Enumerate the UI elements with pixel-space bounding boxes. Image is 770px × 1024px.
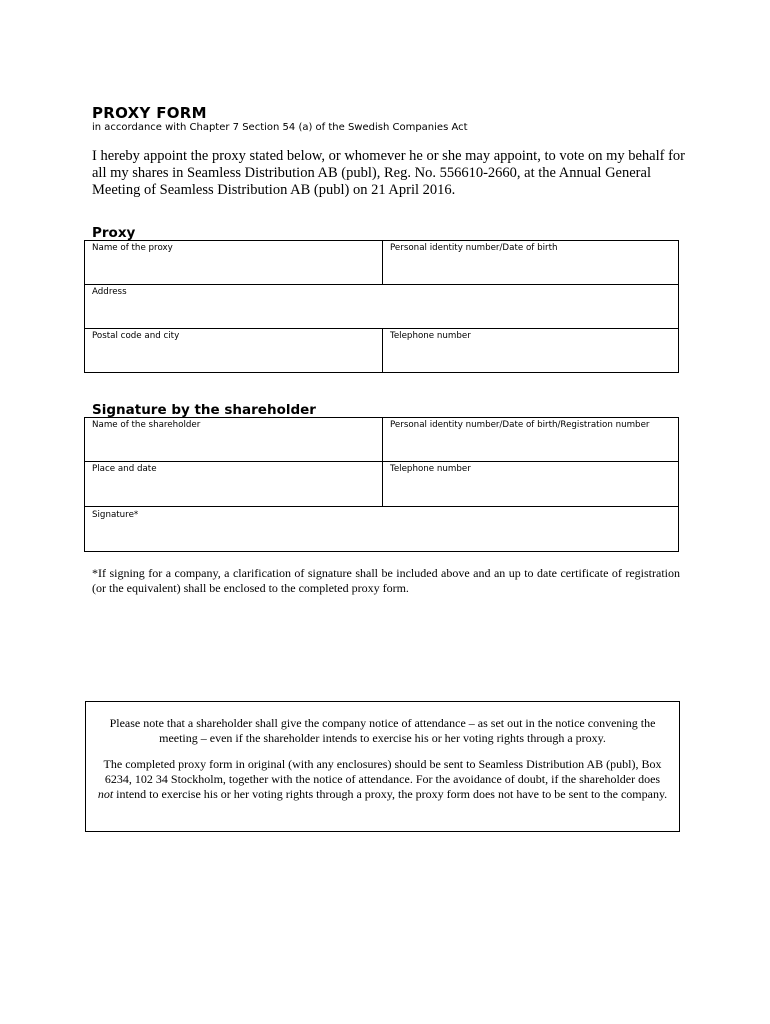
shareholder-place-date-label: Place and date <box>92 464 157 474</box>
shareholder-signature-label: Signature* <box>92 510 139 520</box>
proxy-personal-id-field[interactable] <box>383 241 678 284</box>
form-subtitle: in accordance with Chapter 7 Section 54 (a) of the Swedish Companies Act <box>92 122 468 133</box>
proxy-address-field[interactable] <box>85 285 678 328</box>
shareholder-phone-field[interactable] <box>383 462 678 506</box>
shareholder-phone-label: Telephone number <box>390 464 471 474</box>
proxy-name-field[interactable] <box>85 241 383 284</box>
proxy-postal-field[interactable] <box>85 329 383 372</box>
notice-text-before: The completed proxy form in original (with any enclosures) should be sent to Seamless Distribution AB (publ), Box 6234, 102 34 Stockholm, together with the notice of attendance. For the avoidance of doubt, if the shareholder does <box>103 757 662 786</box>
shareholder-personal-id-field[interactable] <box>383 418 678 461</box>
notice-emphasis: not <box>97 787 114 801</box>
notice-paragraph-submission <box>96 757 669 802</box>
proxy-personal-id-label: Personal identity number/Date of birth <box>390 243 558 253</box>
proxy-row-postal <box>85 329 678 372</box>
proxy-postal-label: Postal code and city <box>92 331 180 341</box>
notice-text-after: intend to exercise his or her voting rights through a proxy, the proxy form does not have to be sent to the company. <box>113 787 668 801</box>
shareholder-name-field[interactable] <box>85 418 383 461</box>
proxy-row-address <box>85 285 678 329</box>
proxy-section-heading: Proxy <box>92 225 136 241</box>
shareholder-row-name <box>85 418 678 462</box>
shareholder-personal-id-label: Personal identity number/Date of birth/Registration number <box>390 420 650 430</box>
shareholder-name-label: Name of the shareholder <box>92 420 201 430</box>
proxy-address-label: Address <box>92 287 127 297</box>
shareholder-fields-table <box>84 417 679 552</box>
proxy-fields-table <box>84 240 679 373</box>
proxy-phone-label: Telephone number <box>390 331 471 341</box>
shareholder-place-date-field[interactable] <box>85 462 383 506</box>
proxy-phone-field[interactable] <box>383 329 678 372</box>
proxy-name-label: Name of the proxy <box>92 243 173 253</box>
form-title: PROXY FORM <box>92 104 207 122</box>
shareholder-row-signature <box>85 507 678 551</box>
shareholder-row-place <box>85 462 678 507</box>
signature-footnote: *If signing for a company, a clarification of signature shall be included above and an up to date certificate of registration (or the equivalent) shall be enclosed to the completed proxy form. <box>92 566 680 595</box>
notice-paragraph-attendance: Please note that a shareholder shall give the company notice of attendance – as set out in the notice convening the meeting – even if the shareholder intends to exercise his or her voting rights through a proxy. <box>109 716 656 745</box>
appointment-statement: I hereby appoint the proxy stated below, or whomever he or she may appoint, to vote on my behalf for all my shares in Seamless Distribution AB (publ), Reg. No. 556610-2660, at the Annual General Meeting of Seamless Distribution AB (publ) on 21 April 2016. <box>92 148 685 198</box>
shareholder-section-heading: Signature by the shareholder <box>92 402 316 418</box>
attendance-notice-box <box>85 701 680 832</box>
shareholder-signature-field[interactable] <box>85 507 678 551</box>
proxy-row-name <box>85 241 678 285</box>
